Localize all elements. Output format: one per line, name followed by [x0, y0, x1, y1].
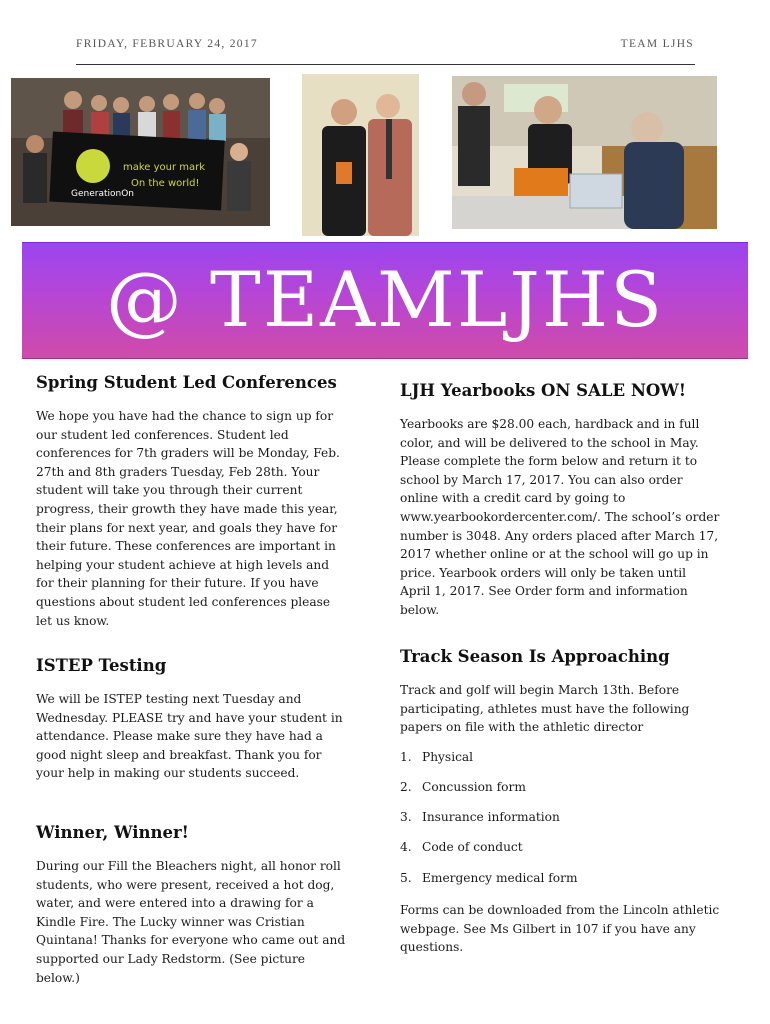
newsletter-team-name: TEAM LJHS [620, 38, 694, 50]
heading-istep-testing: ISTEP Testing [36, 656, 167, 675]
banner-brand-text: GenerationOn [71, 189, 134, 199]
photo-group-banner [11, 78, 270, 226]
heading-yearbooks: LJH Yearbooks ON SALE NOW! [400, 381, 687, 400]
heading-track-season: Track Season Is Approaching [400, 647, 670, 666]
text-winner: During our Fill the Bleachers night, all honor roll students, who were present, received a hot dog, water, and were entered into a drawing for a Kindle Fire. The Lucky winner was Cristian Quintana! Thanks for everyone who came out and supported our Lady Redstorm. (See picture below.) [36, 859, 346, 985]
text-istep-testing: We will be ISTEP testing next Tuesday and Wednesday. PLEASE try and have your student in attendance. Please make sure they have had a good night sleep and breakfast. Thank you for your help in making our students succeed. [36, 692, 343, 781]
header-divider [76, 64, 695, 65]
list-item: 2. Concussion form [400, 780, 526, 794]
list-item: 5. Emergency medical form [400, 871, 578, 885]
text-yearbooks: Yearbooks are $28.00 each, hardback and in full color, and will be delivered to the school in May. Please complete the form below and return it to school by March 17, 2017. You can also order online with a credit card by going to www.yearbookordercenter.com/. The school’s order number is 3048. Any orders placed after March 17, 2017 whether online or at the school will go up in price. Yearbook orders will only be taken until April 1, 2017. See Order form and information below. [400, 417, 720, 617]
heading-spring-conferences: Spring Student Led Conferences [36, 373, 337, 392]
photo-student-teacher [302, 74, 419, 236]
photo-students-laptops [452, 76, 717, 229]
list-item: 1. Physical [400, 750, 474, 764]
banner-slogan-line2: On the world! [131, 178, 200, 189]
list-item: 3. Insurance information [400, 810, 560, 824]
heading-winner: Winner, Winner! [36, 823, 189, 842]
masthead-title: @ TEAMLJHS [105, 255, 665, 344]
text-forms-download: Forms can be downloaded from the Lincoln athletic webpage. See Ms Gilbert in 107 if you have any questions. [400, 903, 720, 955]
text-spring-conferences: We hope you have had the chance to sign up for our student led conferences. Student led conferences for 7th graders will be Monday, Feb. 27th and 8th graders Tuesday, Feb 28th. Your student will take you through their current progress, their growth they have made this year, their plans for next year, and goals they have for their future. These conferences are important in helping your student achieve at high levels and for their planning for their future. If you have questions about student led conferences please let us know. [36, 409, 340, 628]
newsletter-date: FRIDAY, FEBRUARY 24, 2017 [76, 38, 258, 50]
text-track-season: Track and golf will begin March 13th. Before participating, athletes must have the following papers on file with the athletic director [400, 683, 690, 735]
list-item: 4. Code of conduct [400, 840, 523, 854]
masthead-banner [22, 242, 748, 359]
banner-slogan-line1: make your mark [123, 162, 206, 173]
